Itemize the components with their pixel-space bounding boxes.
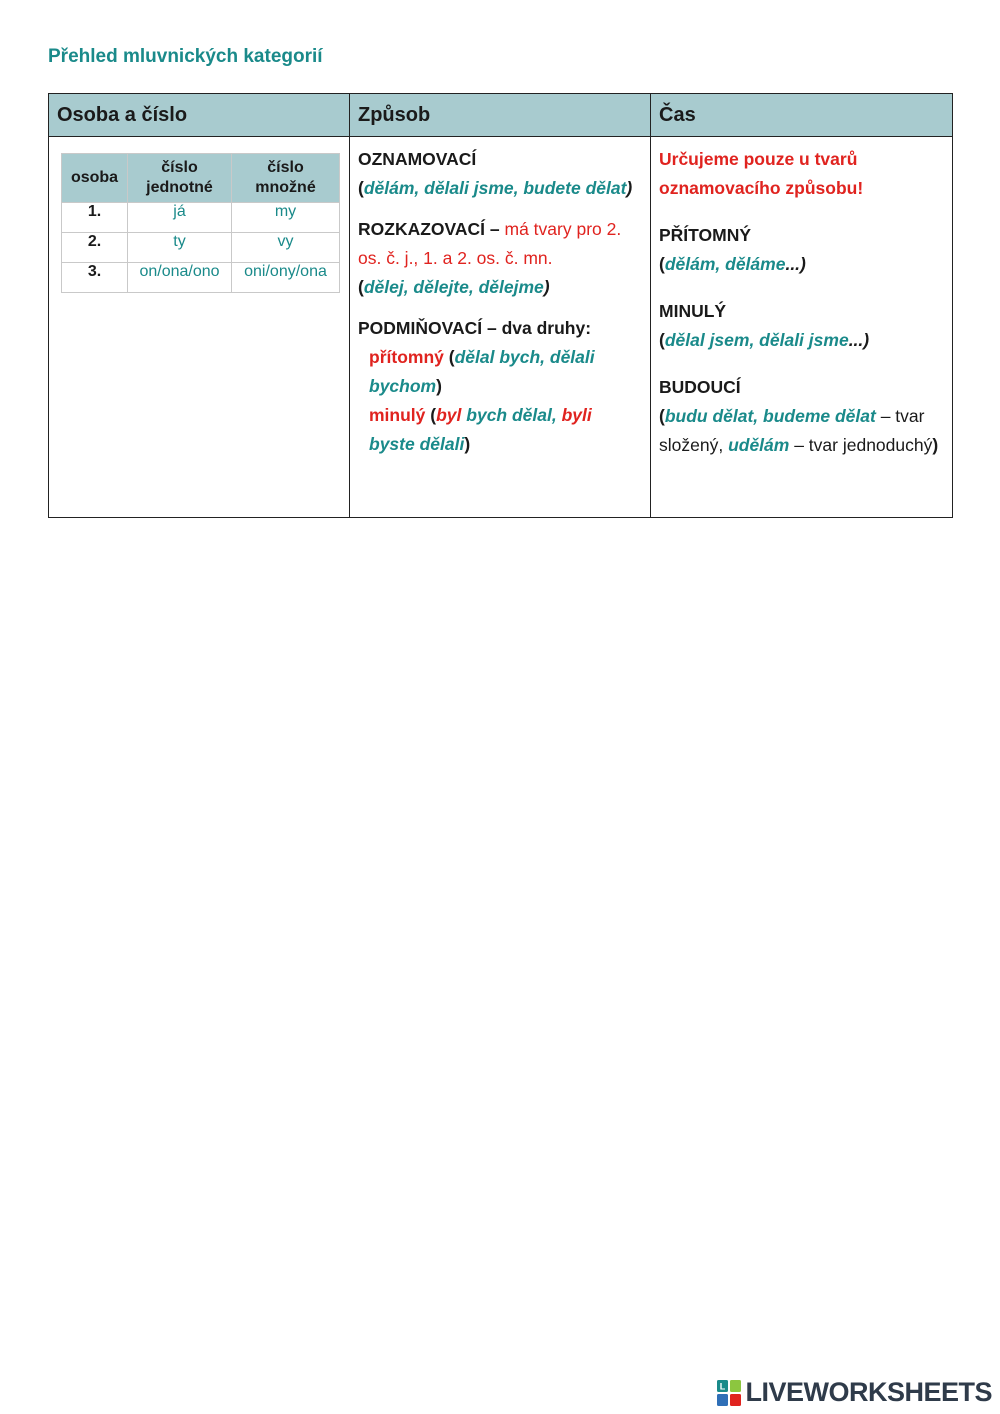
tense-present: PŘÍTOMNÝ (dělám, děláme...) bbox=[659, 225, 806, 274]
page-title: Přehled mluvnických kategorií bbox=[48, 46, 323, 67]
header-tense: Čas bbox=[651, 94, 953, 137]
header-mood: Způsob bbox=[350, 94, 651, 137]
example-forms: budu dělat, budeme dělat bbox=[664, 406, 876, 426]
mood-cell bbox=[350, 137, 651, 518]
mood-conditional: PODMIŇOVACÍ – dva druhy: přítomný (dělal bych, dělali bychom) minulý (byl bych dělal, byli byste dělali) bbox=[358, 314, 642, 459]
table-row bbox=[62, 203, 340, 233]
person-number: 3. bbox=[62, 263, 128, 293]
person-number-cell bbox=[49, 137, 350, 518]
mood-imperative: ROZKAZOVACÍ – má tvary pro 2. os. č. j., 1. a 2. os. č. mn. (dělej, dělejte, dělejme) bbox=[358, 219, 622, 297]
brand-name: LIVEWORKSHEETS bbox=[745, 1377, 992, 1407]
singular-form: ty bbox=[128, 233, 232, 263]
col-plural: číslo množné bbox=[232, 154, 340, 203]
person-number: 1. bbox=[62, 203, 128, 233]
mood-name: ROZKAZOVACÍ bbox=[358, 219, 486, 239]
person-table-header bbox=[62, 154, 340, 203]
mood-name: OZNAMOVACÍ bbox=[358, 149, 477, 169]
example-forms: dělám, dělali jsme, budete dělat bbox=[363, 178, 627, 198]
header-person-number: Osoba a číslo bbox=[49, 94, 350, 137]
plural-form: my bbox=[232, 203, 340, 233]
table-body-row bbox=[49, 137, 953, 518]
col-singular: číslo jednotné bbox=[128, 154, 232, 203]
tense-name: MINULÝ bbox=[659, 301, 727, 321]
singular-form: on/ona/ono bbox=[128, 263, 232, 293]
singular-form: já bbox=[128, 203, 232, 233]
mood-note: má tvary pro 2. os. č. j., 1. a 2. os. č. mn. bbox=[358, 219, 622, 268]
plural-form: vy bbox=[232, 233, 340, 263]
svg-text:L: L bbox=[720, 1381, 726, 1391]
conditional-past: minulý (byl bych dělal, byli byste dělali) bbox=[369, 405, 592, 454]
table-row bbox=[62, 263, 340, 293]
conditional-type: minulý bbox=[369, 405, 426, 425]
mood-indicative: OZNAMOVACÍ (dělám, dělali jsme, budete dělat) bbox=[358, 149, 633, 198]
table-header-row bbox=[49, 94, 953, 137]
grammar-categories-table bbox=[48, 93, 953, 518]
conditional-present: přítomný (dělal bych, dělali bychom) bbox=[369, 347, 595, 396]
col-osoba: osoba bbox=[62, 154, 128, 203]
plural-form: oni/ony/ona bbox=[232, 263, 340, 293]
person-number-table bbox=[61, 153, 340, 293]
example-forms: dělám, děláme bbox=[664, 254, 786, 274]
tense-note: Určujeme pouze u tvarů oznamovacího způsobu! bbox=[659, 149, 864, 198]
example-forms: dělal bych, dělali bychom bbox=[369, 347, 595, 396]
table-row bbox=[62, 233, 340, 263]
liveworksheets-brand bbox=[717, 1377, 992, 1408]
person-number: 2. bbox=[62, 233, 128, 263]
example-forms: dělal jsem, dělali jsme bbox=[664, 330, 849, 350]
tense-future: BUDOUCÍ (budu dělat, budeme dělat – tvar složený, udělám – tvar jednoduchý) bbox=[659, 377, 939, 455]
tense-name: PŘÍTOMNÝ bbox=[659, 225, 752, 245]
example-forms: dělej, dělejte, dělejme bbox=[363, 277, 544, 297]
conditional-type: přítomný bbox=[369, 347, 444, 367]
tense-past: MINULÝ (dělal jsem, dělali jsme...) bbox=[659, 301, 870, 350]
liveworksheets-logo-icon bbox=[717, 1380, 741, 1406]
example-forms: udělám bbox=[728, 435, 790, 455]
tense-name: BUDOUCÍ bbox=[659, 377, 741, 397]
tense-cell bbox=[651, 137, 953, 518]
mood-name: PODMIŇOVACÍ bbox=[358, 318, 483, 338]
